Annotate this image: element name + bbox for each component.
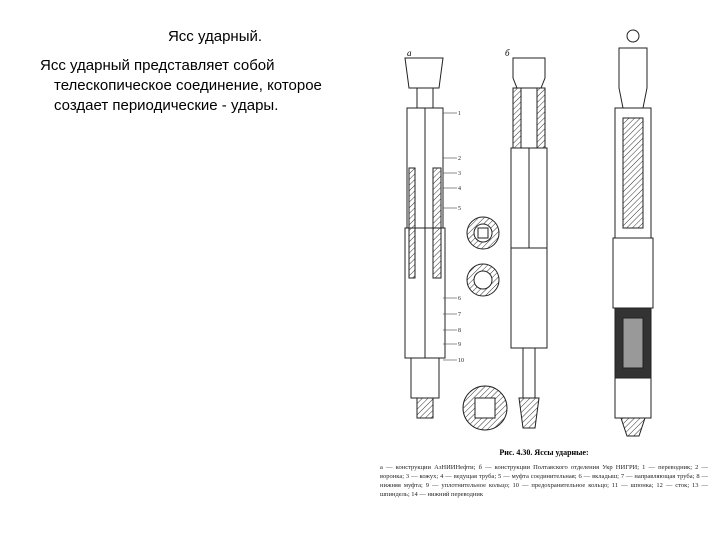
svg-text:3: 3 xyxy=(458,171,461,177)
svg-text:6: 6 xyxy=(458,296,461,302)
svg-text:9: 9 xyxy=(458,342,461,348)
panel-b-jar xyxy=(511,58,547,428)
jar-technical-drawing xyxy=(395,18,715,438)
svg-text:1: 1 xyxy=(458,111,461,117)
slide-title: Ясс ударный. xyxy=(167,28,263,45)
svg-text:5: 5 xyxy=(458,206,461,212)
caption-title: Рис. 4.30. Яссы ударные: xyxy=(499,448,589,457)
svg-text:2: 2 xyxy=(458,156,461,162)
svg-text:10: 10 xyxy=(458,358,464,364)
panel-a-jar xyxy=(405,58,445,418)
cross-sections xyxy=(463,217,507,430)
body-line-3: создает периодические - удары. xyxy=(54,97,279,114)
body-line-1: Ясс ударный представляет собой xyxy=(40,57,275,74)
svg-text:8: 8 xyxy=(458,328,461,334)
svg-text:4: 4 xyxy=(458,186,461,192)
svg-text:7: 7 xyxy=(458,312,461,318)
slide-body-text xyxy=(40,56,380,116)
jar-drawing-svg xyxy=(395,18,715,438)
panel-b-label: б xyxy=(505,48,510,58)
body-line-2: телескопическое соединение, которое xyxy=(54,77,322,94)
caption-text: а — конструкции АзНИИНефти; б — конструкции Полтавского отделения Укр НИГРИ; 1 — переводник; 2 — воронка; 3 — кожух; 4 — ведущая труба; 5 — муфта соединительная; 6 — вкладыш; 7 — направляющая труба; 8 — нижняя муфта; 9 — уплотнительное кольцо; 10 — предохранительное кольцо; 11 — шпонка; 12 — сток; 13 — шпиндель; 14 — нижний переводник xyxy=(380,464,708,498)
figure-caption xyxy=(380,448,708,499)
panel-a-label: а xyxy=(407,48,412,58)
panel-v-jar xyxy=(613,30,653,436)
panel-a-callouts xyxy=(443,111,464,364)
